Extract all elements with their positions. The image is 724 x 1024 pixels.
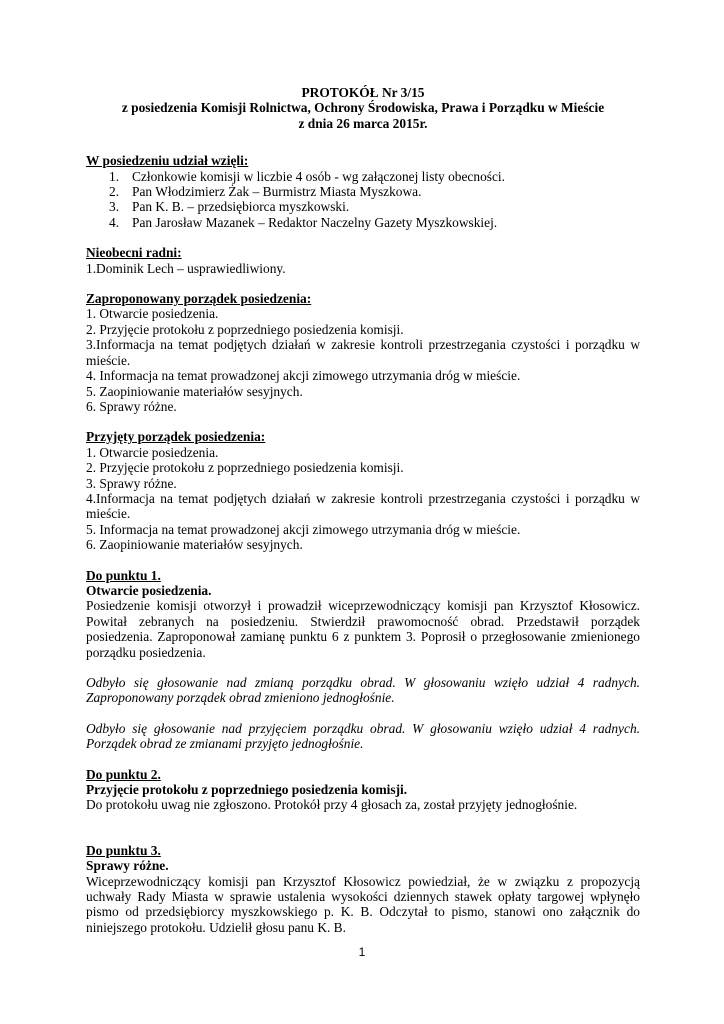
agenda-item: 5. Informacja na temat prowadzonej akcji zimowego utrzymania dróg w mieście.: [86, 521, 521, 537]
page-number: 1: [358, 945, 366, 959]
list-number: 4.: [109, 214, 120, 230]
list-number: 2.: [109, 184, 120, 200]
agenda-item: 4.Informacja na temat podjętych działań w zakresie kontroli przestrzegania czystości i porządku w mieście.: [86, 490, 640, 522]
point-3-section: [86, 843, 640, 935]
absent-section: [86, 245, 640, 276]
point-1-section: [86, 568, 640, 752]
title-line-1: PROTOKÓŁ Nr 3/15: [301, 85, 425, 100]
list-number: 1.: [109, 168, 120, 184]
document-title: [86, 85, 640, 131]
point-2-subheading: Przyjęcie protokołu z poprzedniego posiedzenia komisji.: [86, 782, 408, 798]
list-item: [109, 215, 640, 230]
agenda-item: 5. Zaopiniowanie materiałów sesyjnych.: [86, 383, 303, 399]
list-item-text: Członkowie komisji w liczbie 4 osób - wg załączonej listy obecności.: [132, 168, 505, 184]
agenda-item: 2. Przyjęcie protokołu z poprzedniego posiedzenia komisji.: [86, 321, 404, 337]
agenda-item: 4. Informacja na temat prowadzonej akcji zimowego utrzymania dróg w mieście.: [86, 368, 521, 384]
proposed-agenda-section: [86, 291, 640, 414]
title-line-2: z posiedzenia Komisji Rolnictwa, Ochrony Środowiska, Prawa i Porządku w Mieście: [121, 100, 605, 116]
agenda-item: 3. Sprawy różne.: [86, 475, 177, 491]
attendees-list: [109, 169, 640, 231]
agenda-item: 1. Otwarcie posiedzenia.: [86, 306, 219, 322]
point-3-body: Wiceprzewodniczący komisji pan Krzysztof Kłosowicz powiedział, że w związku z propozycją uchwały Rady Miasta w sprawie ustalenia wysokości dziennych stawek opłaty targowej wpłynęło pismo od przedsiębiorcy myszkowskiego p. K. B. Odczytał to pismo, stanowi ono załącznik do niniejszego protokołu. Udzielił głosu panu K. B.: [86, 873, 640, 935]
proposed-agenda-heading: Zaproponowany porządek posiedzenia:: [86, 291, 312, 307]
point-2-body: Do protokołu uwag nie zgłoszono. Protokół przy 4 głosach za, został przyjęty jednogłośnie.: [86, 797, 578, 813]
point-1-heading: Do punktu 1.: [86, 567, 161, 583]
document-page: [86, 85, 640, 935]
agenda-item: 6. Sprawy różne.: [86, 398, 177, 414]
list-item-text: Pan K. B. – przedsiębiorca myszkowski.: [132, 199, 350, 215]
list-number: 3.: [109, 199, 120, 215]
agenda-item: 1. Otwarcie posiedzenia.: [86, 444, 219, 460]
attendees-heading: W posiedzeniu udział wzięli:: [86, 153, 249, 169]
point-3-heading: Do punktu 3.: [86, 842, 161, 858]
attendees-section: [86, 153, 640, 230]
absent-heading: Nieobecni radni:: [86, 245, 182, 261]
agenda-item: 3.Informacja na temat podjętych działań w zakresie kontroli przestrzegania czystości i porządku w mieście.: [86, 337, 640, 368]
list-item-text: Pan Jarosław Mazanek – Redaktor Naczelny Gazety Myszkowskiej.: [132, 214, 498, 230]
agenda-item: 6. Zaopiniowanie materiałów sesyjnych.: [86, 537, 303, 553]
point-1-body: Posiedzenie komisji otworzył i prowadził wiceprzewodniczący komisji pan Krzysztof Kłosowicz. Powitał zebranych na posiedzeniu. Stwierdził prawomocność obrad. Przedstawił porządek posiedzenia. Zaproponował zamianę punktu 6 z punktem 3. Poprosił o przegłosowanie zmienionego porządku posiedzenia.: [86, 598, 640, 660]
title-line-3: z dnia 26 marca 2015r.: [298, 115, 428, 131]
adopted-agenda-section: [86, 429, 640, 552]
agenda-item: 2. Przyjęcie protokołu z poprzedniego posiedzenia komisji.: [86, 460, 404, 476]
point-1-vote-1: Odbyło się głosowanie nad zmianą porządku obrad. W głosowaniu wzięło udział 4 radnych. Zaproponowany porządek obrad zmieniono jednogłośnie.: [86, 675, 640, 706]
absent-item: 1.Dominik Lech – usprawiedliwiony.: [86, 260, 286, 276]
list-item: [109, 184, 640, 199]
point-2-section: [86, 767, 640, 813]
point-2-heading: Do punktu 2.: [86, 766, 161, 782]
point-1-vote-2: Odbyło się głosowanie nad przyjęciem porządku obrad. W głosowaniu wzięło udział 4 radnych. Porządek obrad ze zmianami przyjęto jednogłośnie.: [86, 720, 640, 752]
list-item: [109, 199, 640, 214]
adopted-agenda-heading: Przyjęty porządek posiedzenia:: [86, 429, 266, 445]
point-1-subheading: Otwarcie posiedzenia.: [86, 582, 212, 598]
list-item-text: Pan Włodzimierz Żak – Burmistrz Miasta Myszkowa.: [132, 184, 422, 200]
list-item: [109, 169, 640, 184]
point-3-subheading: Sprawy różne.: [86, 858, 169, 874]
